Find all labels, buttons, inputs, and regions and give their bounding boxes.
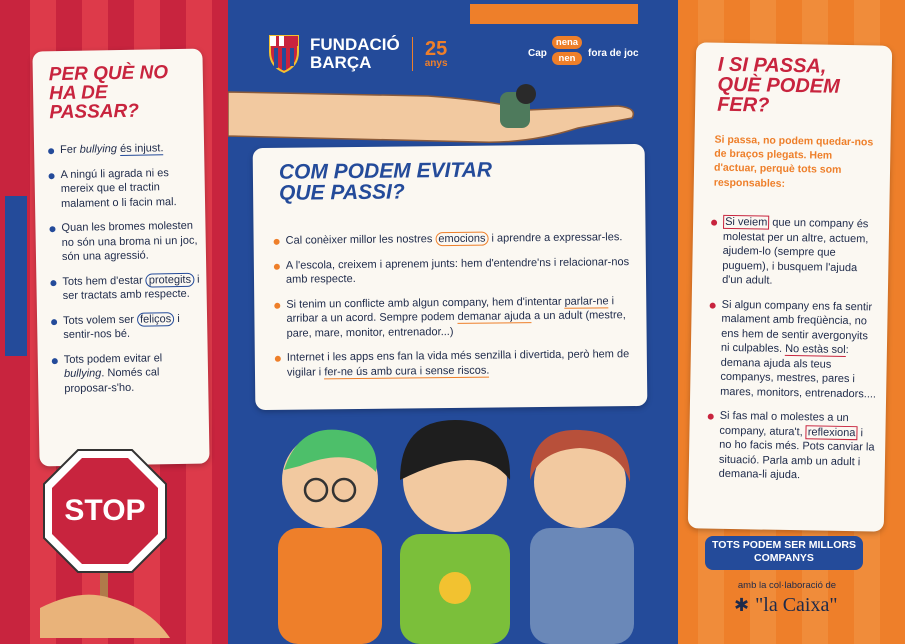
sponsor-name: "la Caixa" xyxy=(755,594,838,616)
left-blue-tab xyxy=(5,196,27,356)
why-not-card xyxy=(32,49,209,467)
prevent-title: COM PODEM EVITAR QUE PASSI? xyxy=(278,158,493,205)
prevent-card xyxy=(253,144,648,410)
better-companions-banner: TOTS PODEM SER MILLORS COMPANYS xyxy=(705,536,863,570)
campaign-pill-nen: nen xyxy=(552,52,582,65)
list-item: Si algun company ens fa sentir malament amb freqüència, no ens hem de sentir avergonyits ni culpables. No estàs sol: demana ajuda als teus companys, mestres, pares i mares, monitors, entrenadors.... xyxy=(708,297,878,402)
campaign-pill-nena: nena xyxy=(552,36,582,49)
la-caixa-logo xyxy=(734,594,838,617)
what-to-do-title: I SI PASSA, QUÈ PODEM FER? xyxy=(716,53,840,117)
logo-line1: FUNDACIÓ xyxy=(310,35,400,55)
what-to-do-intro: Si passa, no podem quedar-nos de braços plegats. Hem d'actuar, perquè tots som responsables: xyxy=(713,133,874,190)
stop-sign-text: STOP xyxy=(64,494,146,527)
collaboration-text: amb la col·laboració de xyxy=(737,580,837,591)
stop-sign-illustration xyxy=(40,438,170,638)
campaign-cap: Cap xyxy=(528,48,547,59)
list-item: Tots podem evitar el bullying. Només cal proposar-s'ho. xyxy=(52,350,203,396)
anniversary-badge xyxy=(424,37,448,69)
children-illustration xyxy=(240,410,670,644)
fc-barcelona-crest-icon xyxy=(266,34,302,74)
list-item: Si veiem que un company és molestat per un altre, actuem, ajudem-lo (sempre que puguem), i busquem l'ajuda d'un adult. xyxy=(710,215,879,290)
prevent-list xyxy=(274,230,632,390)
what-to-do-list xyxy=(706,215,879,495)
list-item: Fer bullying és injust. xyxy=(48,141,198,158)
list-item: Si fas mal o molestes a un company, atura't, reflexiona i no ho facis més. Pots canviar la situació. Parla amb un adult i demana-li ajuda. xyxy=(707,409,876,484)
list-item: Tots hem d'estar protegits i ser tractats amb respecte. xyxy=(50,272,200,304)
anniversary-word: anys xyxy=(424,57,448,69)
list-item: A l'escola, creixem i aprenem junts: hem d'entendre'ns i relacionar-nos amb respecte. xyxy=(274,255,630,288)
list-item: Si tenim un conflicte amb algun company, hem d'intentar parlar-ne i arribar a un acord. Sempre podem demanar ajuda a un adult (mestre, pare, mare, monitor, entrenador...) xyxy=(274,294,630,341)
campaign-rest: fora de joc xyxy=(588,48,639,59)
list-item: Cal conèixer millor les nostres emocions i aprendre a expressar-les. xyxy=(274,230,630,248)
list-item: A ningú li agrada ni es mereix que el tractin malament o li facin mal. xyxy=(48,165,199,211)
campaign-logo xyxy=(528,32,658,68)
list-item: Quan les bromes molesten no són una broma ni un joc, són una agressió. xyxy=(49,219,200,265)
list-item: Internet i les apps ens fan la vida més senzilla i divertida, però hem de vigilar i fer-ne ús amb cura i sense riscos. xyxy=(275,347,631,380)
list-item: Tots volem ser feliços i sentir-nos bé. xyxy=(51,311,201,343)
why-not-title: PER QUÈ NO HA DE PASSAR? xyxy=(48,62,169,124)
top-orange-bar xyxy=(470,4,638,24)
logo-line2: BARÇA xyxy=(310,53,372,72)
star-icon: ✱ xyxy=(734,595,750,615)
logo-separator xyxy=(412,37,413,71)
anniversary-number: 25 xyxy=(424,37,448,60)
fundacio-barca-logo xyxy=(266,34,448,74)
what-to-do-card xyxy=(688,42,892,531)
why-not-list xyxy=(48,141,203,407)
